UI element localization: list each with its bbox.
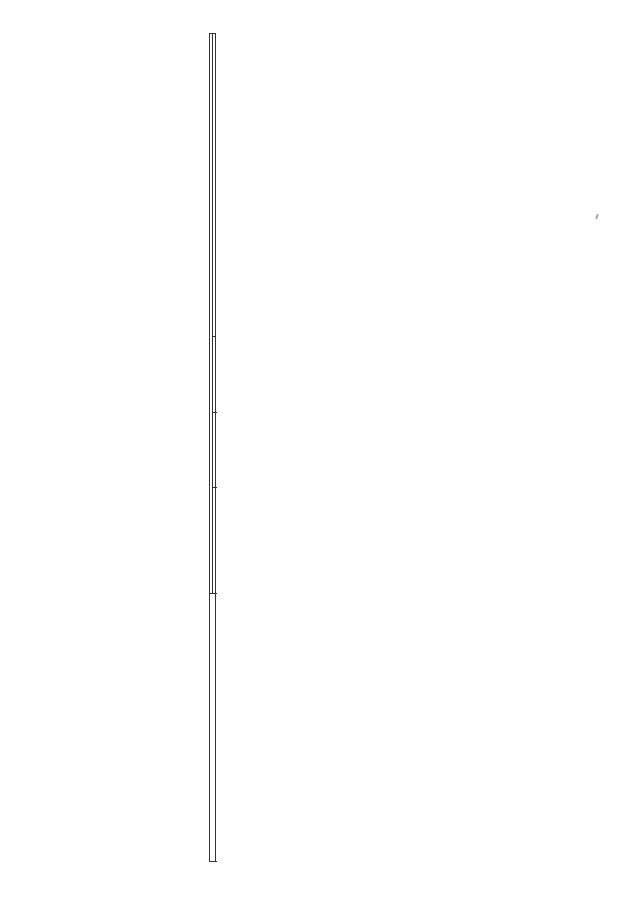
header-source (213, 487, 216, 593)
header-period (213, 34, 216, 337)
rotated-table-container (209, 33, 424, 862)
header-previous-period (213, 336, 216, 412)
financing-table (209, 33, 216, 862)
scan-speck (595, 214, 599, 219)
header-total (213, 412, 216, 487)
header-indicator (210, 594, 216, 862)
